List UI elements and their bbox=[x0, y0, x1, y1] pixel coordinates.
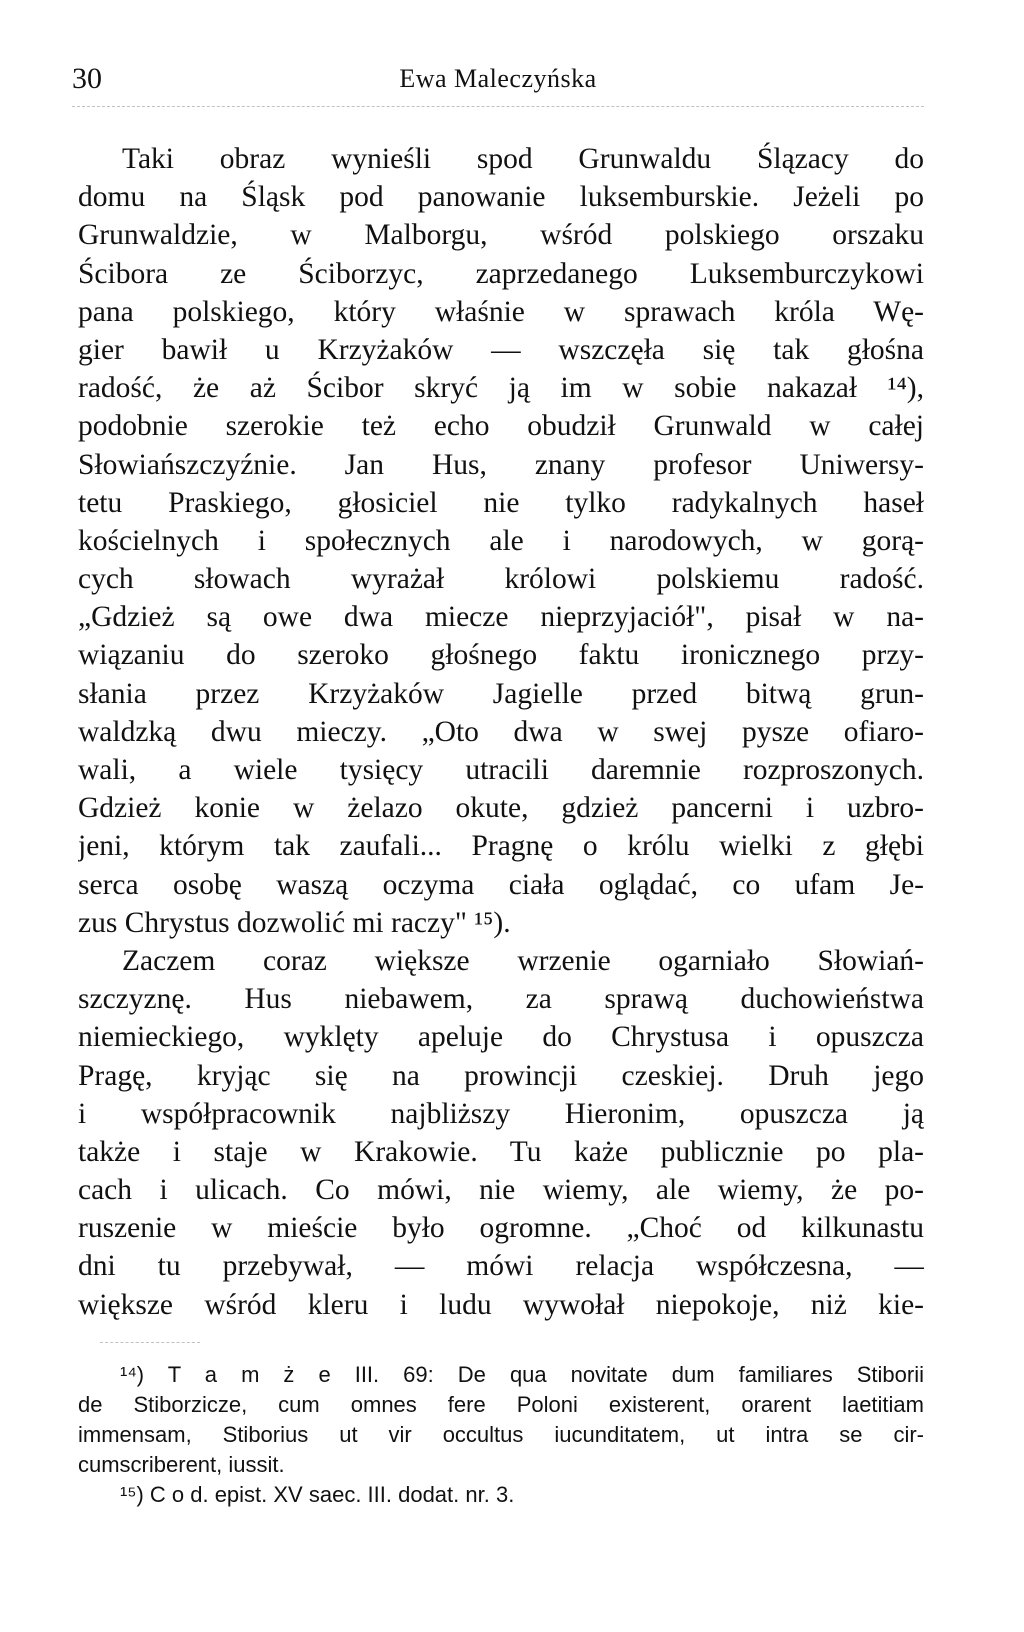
footnote-line: ¹⁴) T a m ż e III. 69: De qua novitate dum familiares Stiborii bbox=[120, 1362, 924, 1387]
text-line: tetu Praskiego, głosiciel nie tylko radykalnych haseł bbox=[78, 486, 924, 519]
text-line: jeni, którym tak zaufali... Pragnę o królu wielki z głębi bbox=[78, 830, 924, 863]
footnote-line: cumscriberent, iussit. bbox=[78, 1452, 285, 1477]
text-line: ruszenie w mieście było ogromne. „Choć od kilkunastu bbox=[78, 1212, 924, 1245]
text-line: Grunwaldzie, w Malborgu, wśród polskiego orszaku bbox=[78, 219, 924, 252]
text-line: i współpracownik najbliższy Hieronim, opuszcza ją bbox=[78, 1097, 924, 1130]
text-line: domu na Śląsk pod panowanie luksemburskie. Jeżeli po bbox=[78, 181, 924, 214]
text-line: kościelnych i społecznych ale i narodowych, w gorą- bbox=[78, 524, 924, 557]
text-line: dni tu przebywał, — mówi relacja współczesna, — bbox=[78, 1250, 924, 1283]
running-head: Ewa Maleczyńska bbox=[399, 64, 597, 93]
text-line: podobnie szerokie też echo obudził Grunwald w całej bbox=[78, 410, 924, 443]
footnote-rule bbox=[100, 1342, 200, 1343]
footnote-line: de Stiborzicze, cum omnes fere Poloni existerent, orarent laetitiam bbox=[78, 1392, 924, 1417]
text-line: szczyznę. Hus niebawem, za sprawą duchowieństwa bbox=[78, 983, 924, 1016]
text-line: niemieckiego, wyklęty apeluje do Chrystusa i opuszcza bbox=[78, 1021, 924, 1054]
footnotes bbox=[78, 1360, 924, 1510]
text-line: Słowiańszczyźnie. Jan Hus, znany profesor Uniwersy- bbox=[78, 448, 924, 481]
page-header bbox=[72, 62, 924, 102]
text-line: Gdzież konie w żelazo okute, gdzież pancerni i uzbro- bbox=[78, 792, 924, 825]
text-line: wiązaniu do szeroko głośnego faktu ironicznego przy- bbox=[78, 639, 924, 672]
text-line: Taki obraz wynieśli spod Grunwaldu Ślązacy do bbox=[122, 143, 924, 175]
text-line: słania przez Krzyżaków Jagielle przed bitwą grun- bbox=[78, 677, 924, 710]
text-line: „Gdzież są owe dwa miecze nieprzyjaciół", pisał w na- bbox=[78, 601, 924, 634]
text-line: wali, a wiele tysięcy utracili daremnie rozproszonych. bbox=[78, 754, 924, 786]
text-line: także i staje w Krakowie. Tu każe publicznie po pla- bbox=[78, 1135, 924, 1168]
text-line: większe wśród kleru i ludu wywołał niepokoje, niż kie- bbox=[78, 1288, 924, 1321]
page-number: 30 bbox=[72, 62, 102, 95]
text-line: waldzką dwu mieczy. „Oto dwa w swej pysze ofiaro- bbox=[78, 715, 924, 748]
text-line: Zaczem coraz większe wrzenie ogarniało Słowiań- bbox=[122, 944, 924, 977]
text-line: pana polskiego, który właśnie w sprawach króla Wę- bbox=[78, 295, 924, 328]
body-text bbox=[78, 140, 924, 1324]
footnote-line: immensam, Stiborius ut vir occultus iucunditatem, ut intra se cir- bbox=[78, 1422, 924, 1447]
header-rule bbox=[72, 106, 924, 107]
text-line: cach i ulicach. Co mówi, nie wiemy, ale wiemy, że po- bbox=[78, 1174, 924, 1207]
text-line: Ścibora ze Ściborzyc, zaprzedanego Luksemburczykowi bbox=[78, 257, 924, 290]
text-line: zus Chrystus dozwolić mi raczy" ¹⁵). bbox=[78, 906, 511, 939]
text-line: cych słowach wyrażał królowi polskiemu radość. bbox=[78, 563, 924, 596]
text-line: gier bawił u Krzyżaków — wszczęła się tak głośna bbox=[78, 333, 924, 366]
text-line: radość, że aż Ścibor skryć ją im w sobie nakazał ¹⁴), bbox=[78, 372, 924, 405]
text-line: Pragę, kryjąc się na prowincji czeskiej. Druh jego bbox=[78, 1059, 924, 1092]
text-line: serca osobę waszą oczyma ciała oglądać, co ufam Je- bbox=[78, 868, 924, 901]
footnote-line: ¹⁵) C o d. epist. XV saec. III. dodat. nr. 3. bbox=[120, 1482, 515, 1507]
